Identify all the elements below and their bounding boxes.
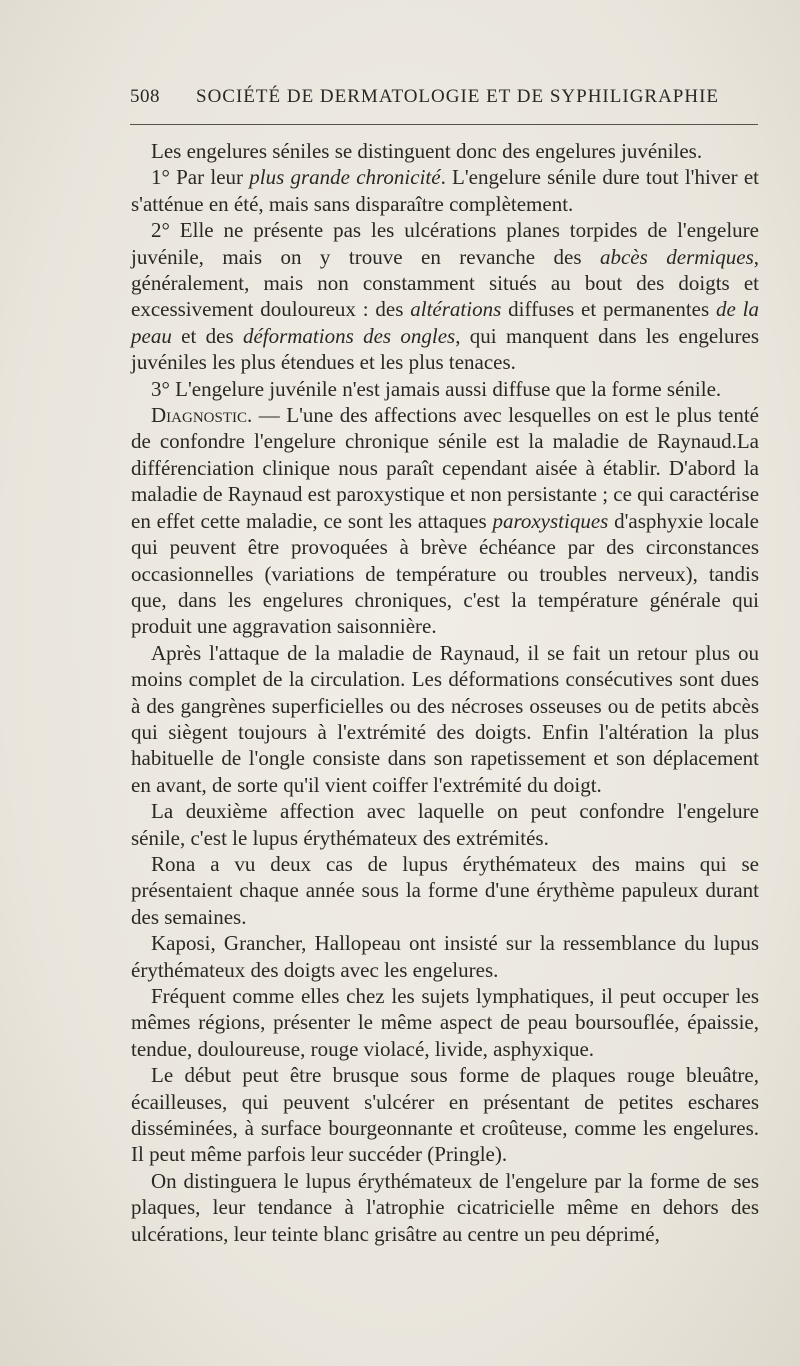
section-heading-diagnostic: Diagnostic.: [151, 403, 253, 428]
page-number: 508: [130, 86, 160, 107]
paragraph-9: Kaposi, Grancher, Hallopeau ont insisté sur la ressemblance du lupus érythémateux des doigts avec les engelures.: [131, 931, 759, 982]
paragraph-7: La deuxième affection avec laquelle on peut confondre l'engelure sénile, c'est le lupus érythémateux des extrémités.: [131, 799, 759, 850]
paragraph-11: Le début peut être brusque sous forme de plaques rouge bleuâtre, écailleuses, qui peuvent s'ulcérer en présentant de petites eschares disséminées, à surface bourgeonnante et croûteuse, comme les engelures. Il peut même parfois leur succéder (Pringle).: [131, 1063, 759, 1167]
paragraph-10: Fréquent comme elles chez les sujets lymphatiques, il peut occuper les mêmes régions, présenter le même aspect de peau boursouflée, épaissie, tendue, douloureuse, rouge violacé, livide, asphyxique.: [131, 984, 759, 1061]
body-text: [131, 138, 759, 1247]
paragraph-12: On distinguera le lupus érythémateux de l'engelure par la forme de ses plaques, leur tendance à l'atrophie cicatricielle même en dehors des ulcérations, leur teinte blanc grisâtre au centre un peu déprimé,: [131, 1168, 759, 1246]
paragraph-1: Les engelures séniles se distinguent donc des engelures juvéniles.: [151, 139, 703, 163]
paragraph-2: 1° Par leur plus grande chronicité. L'engelure sénile dure tout l'hiver et s'atténue en été, mais sans disparaître complètement.: [131, 165, 759, 216]
paragraph-6: Après l'attaque de la maladie de Raynaud, il se fait un retour plus ou moins complet de la circulation. Les déformations consécutives sont dues à des gangrènes superficielles ou des nécroses osseuses ou de petits abcès qui siègent toujours à l'extrémité des doigts. Enfin l'altération la plus habituelle de l'ongle consiste dans son rapetissement et son déplacement en avant, de sorte qu'il vient coiffer l'extrémité du doigt.: [131, 640, 759, 797]
paragraph-5: Diagnostic. — L'une des affections avec lesquelles on est le plus tenté de confondre l'engelure chronique sénile est la maladie de Raynaud.La différenciation clinique nous paraît cependant aisée à établir. D'abord la maladie de Raynaud est paroxystique et non persistante ; ce qui caractérise en effet cette maladie, ce sont les attaques paroxystiques d'asphyxie locale qui peuvent être provoquées à brève échéance par des circonstances occasionnelles (variations de température ou troubles nerveux), tandis que, dans les engelures chroniques, c'est la température générale qui produit une aggravation saisonnière.: [131, 403, 760, 639]
page-header: [130, 86, 760, 108]
header-rule: [130, 124, 758, 125]
paragraph-3: 2° Elle ne présente pas les ulcérations planes torpides de l'engelure juvénile, mais on y trouve en revanche des abcès dermiques, généralement, mais non constamment situés au bout des doigts et excessivement douloureux : des altérations diffuses et permanentes de la peau et des déformations des ongles, qui manquent dans les engelures juvéniles les plus étendues et les plus tenaces.: [131, 218, 759, 375]
paragraph-8: Rona a vu deux cas de lupus érythémateux des mains qui se présentaient chaque année sous la forme d'une érythème papuleux durant des semaines.: [131, 851, 759, 929]
running-title: SOCIÉTÉ DE DERMATOLOGIE ET DE SYPHILIGRAPHIE: [196, 86, 720, 107]
paragraph-4: 3° L'engelure juvénile n'est jamais aussi diffuse que la forme sénile.: [151, 376, 722, 401]
